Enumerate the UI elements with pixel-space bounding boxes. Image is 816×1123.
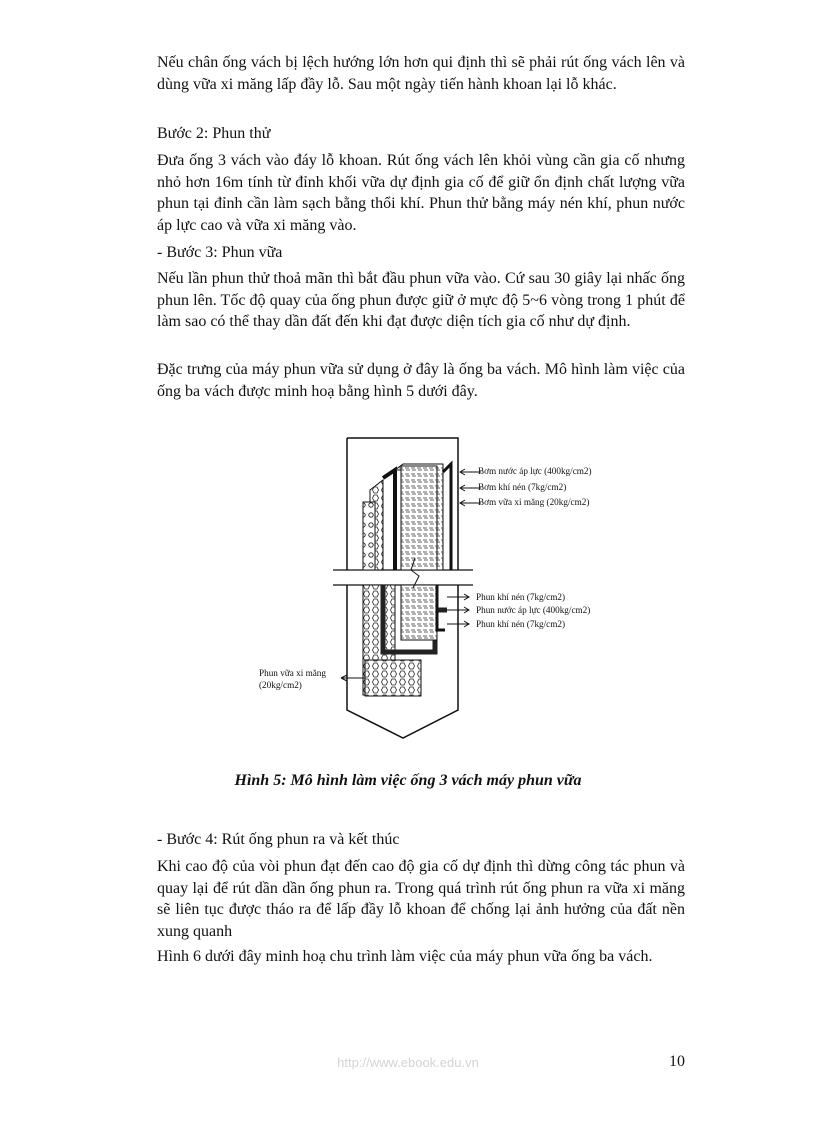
- body-paragraph: [157, 856, 685, 942]
- label-top-2: Bơm khí nén (7kg/cm2): [478, 482, 567, 492]
- step-heading: [157, 123, 685, 145]
- page-number: 10: [669, 1053, 685, 1070]
- body-paragraph: [157, 946, 685, 968]
- paragraph-text: Khi cao độ của vòi phun đạt đến cao độ gia cố dự định thì dừng công tác phun và quay lại để rút dần dần ống phun ra. Trong quá trình rút ống phun ra vữa xi măng sẽ liên tục được tháo ra để lấp đầy lỗ khoan để chống lại ảnh hưởng của đất nền xung quanh: [157, 858, 685, 940]
- step-3-heading: - Bước 3: Phun vữa: [157, 244, 283, 261]
- label-mid-1: Phun khí nén (7kg/cm2): [476, 592, 566, 602]
- step-heading: [157, 242, 685, 264]
- label-mid-3: Phun khí nén (7kg/cm2): [476, 619, 566, 629]
- grout-channel: [363, 502, 375, 570]
- body-paragraph: [157, 150, 685, 236]
- paragraph-text: Đưa ống 3 vách vào đáy lỗ khoan. Rút ống vách lên khỏi vùng cần gia cố nhưng nhỏ hơn 16m tính từ đỉnh khối vữa dự định gia cố để giữ ổn định chất lượng vữa phun tại đỉnh cần làm sạch bằng thổi khí. Phun thử bằng máy nén khí, phun nước áp lực cao và vữa xi măng vào.: [157, 152, 685, 234]
- body-paragraph: [157, 268, 685, 333]
- body-paragraph: [157, 52, 685, 95]
- label-top-3: Bơm vữa xi măng (20kg/cm2): [478, 497, 590, 507]
- step-heading: [157, 829, 685, 851]
- step-2-heading: Bước 2: Phun thử: [157, 125, 271, 142]
- body-paragraph: [157, 359, 685, 402]
- paragraph-text: Hình 6 dưới đây minh hoạ chu trình làm việc của máy phun vữa ống ba vách.: [157, 948, 653, 965]
- inner-core: [443, 464, 451, 570]
- figure-caption: Hình 5: Mô hình làm việc ống 3 vách máy phun vữa: [234, 772, 582, 789]
- grout-arrow: [341, 675, 365, 681]
- label-mid-2: Phun nước áp lực (400kg/cm2): [476, 605, 591, 615]
- label-left-2: (20kg/cm2): [259, 680, 302, 690]
- label-top-1: Bơm nước áp lực (400kg/cm2): [478, 466, 592, 476]
- step-4-heading: - Bước 4: Rút ống phun ra và kết thúc: [157, 831, 400, 848]
- paragraph-text: Nếu chân ống vách bị lệch hướng lớn hơn qui định thì sẽ phải rút ống vách lên và dùng vữa xi măng lấp đầy lỗ. Sau một ngày tiến hành khoan lại lỗ khác.: [157, 54, 685, 93]
- paragraph-text: Đặc trưng của máy phun vữa sử dụng ở đây là ống ba vách. Mô hình làm việc của ống ba vách được minh hoạ bằng hình 5 dưới đây.: [157, 361, 685, 400]
- paragraph-text: Nếu lần phun thử thoả mãn thì bắt đầu phun vữa vào. Cứ sau 30 giây lại nhấc ống phun lên. Tốc độ quay của ống phun được giữ ở mực độ 5~6 vòng trong 1 phút để làm sao có thể thay dần đất đến khi đạt được diện tích gia cố như dự định.: [157, 270, 685, 330]
- triple-tube-diagram: [255, 430, 675, 750]
- air-tube: [383, 470, 395, 570]
- label-left-1: Phun vữa xi măng: [259, 668, 326, 678]
- footer-watermark-url: http://www.ebook.edu.vn: [337, 1055, 479, 1070]
